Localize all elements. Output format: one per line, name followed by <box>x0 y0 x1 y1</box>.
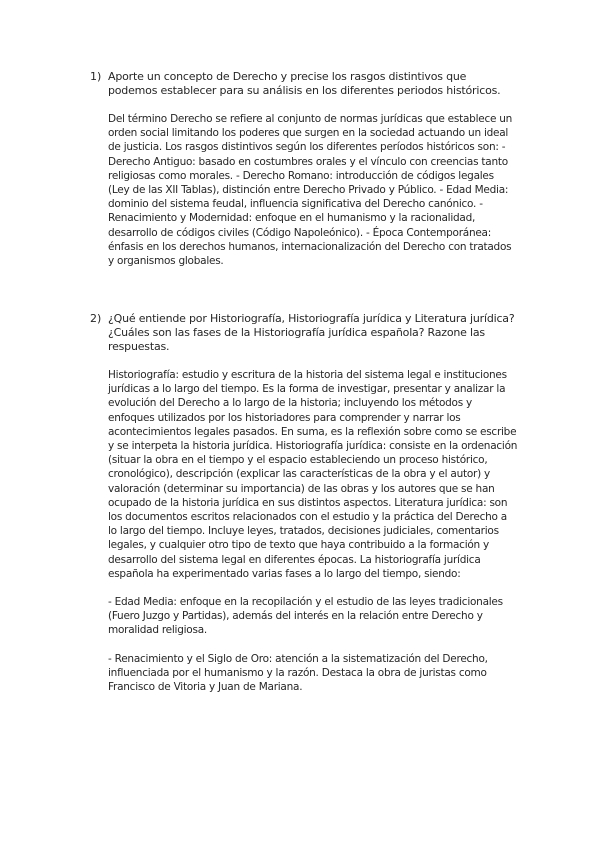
answer-phase-medieval: - Edad Media: enfoque en la recopilación y el estudio de las leyes tradicionales (Fuero Juzgo y Partidas), además del interés en la relación entre Derecho y moralidad religiosa. <box>108 596 503 637</box>
answer-text: Del término Derecho se refiere al conjunto de normas jurídicas que establece un orden social limitando los poderes que surgen en la sociedad actuando un ideal de justicia. Los rasgos distintivos según los diferentes períodos históricos son: - Derecho Antiguo: basado en costumbres orales y el vínculo con creencias tanto religiosas como morales. - Derecho Romano: introducción de códigos legales (Ley de las XII Tablas), distinción entre Derecho Privado y Público. - Edad Media: dominio del sistema feudal, influencia significativa del Derecho canónico. - Renacimiento y Modernidad: enfoque en el humanismo y la racionalidad, desarrollo de códigos civiles (Código Napoleónico). - Época Contemporánea: énfasis en los derechos humanos, internacionalización del Derecho con tratados y organismos globales. <box>108 113 513 268</box>
answer-text: Historiografía: estudio y escritura de la historia del sistema legal e instituciones jurídicas a lo largo del tiempo. Es la forma de investigar, presentar y analizar la evolución del Derecho a lo largo de la historia; incluyendo los métodos y enfoques utilizados por los historiadores para comprender y narrar los acontecimientos legales pasados. En suma, es la reflexión sobre como se escribe y se interpeta la historia jurídica. Historiografía jurídica: consiste en la ordenación (situar la obra en el tiempo y el espacio estableciendo un proceso histórico, cronológico), descripción (explicar las características de la obra y el autor) y valoración (determinar su importancia) de las obras y los autores que se han ocupado de la historia jurídica en sus distintos aspectos. Literatura jurídica: son los documentos escritos relacionados con el estudio y la práctica del Derecho a lo largo del tiempo. Incluye leyes, tratados, decisiones judiciales, comentarios legales, y cualquier otro tipo de texto que haya contribuido a la formación y desarrollo del sistema legal en diferentes épocas. La historiografía jurídica española ha experimentado varias fases a lo largo del tiempo, siendo: <box>108 369 518 580</box>
question-text: ¿Qué entiende por Historiografía, Historiografía jurídica y Literatura jurídica? ¿Cuáles son las fases de la Historiografía jurídica española? Razone las respuestas. <box>108 312 515 353</box>
question-item-2 <box>90 312 518 694</box>
question-item-1 <box>90 70 518 268</box>
question-text: Aporte un concepto de Derecho y precise los rasgos distintivos que podemos establecer para su análisis en los diferentes periodos históricos. <box>108 70 501 97</box>
question-number: 1) <box>90 70 102 83</box>
question-number: 2) <box>90 312 102 325</box>
answer-phase-renaissance: - Renacimiento y el Siglo de Oro: atención a la sistematización del Derecho, influenciada por el humanismo y la razón. Destaca la obra de juristas como Francisco de Vitoria y Juan de Mariana. <box>108 652 488 694</box>
